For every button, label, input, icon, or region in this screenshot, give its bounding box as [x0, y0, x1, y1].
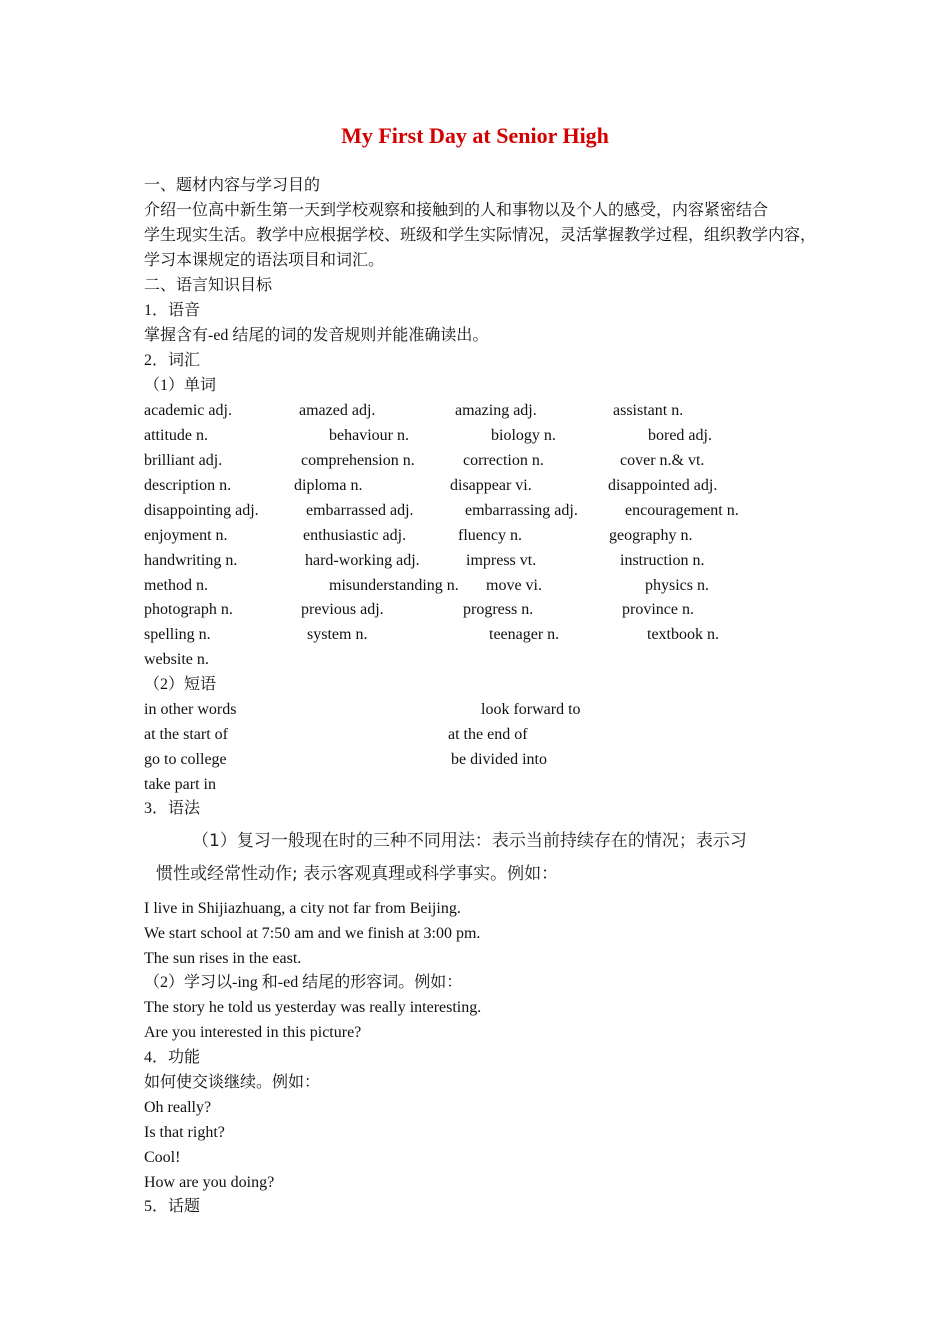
vocab-word: impress vt.: [466, 552, 537, 569]
phrase-item: be divided into: [451, 751, 547, 768]
phrase-item: look forward to: [481, 701, 581, 718]
vocab-word: embarrassed adj.: [306, 502, 414, 519]
vocab-word: encouragement n.: [625, 502, 739, 519]
vocab-word: disappointed adj.: [608, 477, 718, 494]
vocab-word: method n.: [144, 577, 208, 594]
example-sentence: The sun rises in the east.: [144, 950, 302, 967]
vocab-word: instruction n.: [620, 552, 705, 569]
vocab-word: diploma n.: [294, 477, 363, 494]
vocab-word: fluency n.: [458, 527, 522, 544]
vocab-word: brilliant adj.: [144, 452, 223, 469]
vocab-word: website n.: [144, 651, 209, 668]
vocab-word: description n.: [144, 477, 232, 494]
document-title: My First Day at Senior High: [341, 123, 609, 148]
section-heading-topic: 一、题材内容与学习目的: [144, 177, 321, 194]
pronunciation-text: 掌握含有-ed 结尾的词的发音规则并能准确读出。: [144, 327, 489, 344]
intro-paragraph-line: 学生现实生活。教学中应根据学校、班级和学生实际情况，灵活掌握教学过程，组织教学内容，: [144, 227, 817, 244]
subheading-words: （1）单词: [144, 377, 217, 394]
subheading-phrases: （2）短语: [144, 676, 217, 693]
vocab-word: biology n.: [491, 427, 556, 444]
vocab-word: physics n.: [645, 577, 709, 594]
vocab-word: province n.: [622, 601, 694, 618]
vocab-word: attitude n.: [144, 427, 208, 444]
vocab-word: misunderstanding n.: [329, 577, 459, 594]
vocab-word: previous adj.: [301, 601, 384, 618]
phrase-item: at the start of: [144, 726, 228, 743]
vocab-word: enthusiastic adj.: [303, 527, 407, 544]
function-text: 如何使交谈继续。例如：: [144, 1074, 321, 1091]
subheading-grammar: 3．语法: [144, 800, 201, 817]
vocab-word: amazing adj.: [455, 402, 537, 419]
subheading-vocabulary: 2．词汇: [144, 352, 201, 369]
example-sentence: We start school at 7:50 am and we finish at 3:00 pm.: [144, 925, 481, 942]
vocab-word: hard-working adj.: [305, 552, 420, 569]
vocab-word: move vi.: [486, 577, 542, 594]
vocab-word: disappointing adj.: [144, 502, 259, 519]
vocab-word: teenager n.: [489, 626, 560, 643]
function-example: Cool!: [144, 1149, 181, 1166]
vocab-word: comprehension n.: [301, 452, 415, 469]
intro-paragraph-line: 介绍一位高中新生第一天到学校观察和接触到的人和事物以及个人的感受，内容紧密结合: [144, 202, 769, 219]
example-sentence: The story he told us yesterday was really interesting.: [144, 999, 482, 1016]
vocab-word: spelling n.: [144, 626, 211, 643]
vocab-word: academic adj.: [144, 402, 232, 419]
vocab-word: amazed adj.: [299, 402, 376, 419]
vocab-word: photograph n.: [144, 601, 233, 618]
vocab-word: embarrassing adj.: [465, 502, 578, 519]
subheading-pronunciation: 1．语音: [144, 302, 201, 319]
vocab-word: handwriting n.: [144, 552, 238, 569]
grammar-image-line: （1）复习一般现在时的三种不同用法：表示当前持续存在的情况；表示习: [192, 831, 747, 851]
function-example: Is that right?: [144, 1124, 225, 1141]
vocab-word: system n.: [307, 626, 368, 643]
vocab-word: enjoyment n.: [144, 527, 228, 544]
function-example: Oh really?: [144, 1099, 212, 1116]
example-sentence: Are you interested in this picture?: [144, 1024, 362, 1041]
phrase-item: in other words: [144, 701, 237, 718]
vocab-word: correction n.: [463, 452, 544, 469]
phrase-item: take part in: [144, 776, 216, 793]
vocab-word: assistant n.: [613, 402, 684, 419]
subheading-function: 4．功能: [144, 1049, 201, 1066]
phrase-item: go to college: [144, 751, 227, 768]
vocab-word: behaviour n.: [329, 427, 409, 444]
vocab-word: textbook n.: [647, 626, 719, 643]
section-heading-knowledge: 二、语言知识目标: [144, 277, 273, 294]
vocab-word: bored adj.: [648, 427, 712, 444]
vocab-word: cover n.& vt.: [620, 452, 705, 469]
vocab-word: disappear vi.: [450, 477, 532, 494]
vocab-word: geography n.: [609, 527, 693, 544]
vocab-word: progress n.: [463, 601, 534, 618]
subheading-topic: 5．话题: [144, 1198, 201, 1215]
phrase-item: at the end of: [448, 726, 528, 743]
function-example: How are you doing?: [144, 1174, 275, 1191]
grammar-image-line: 惯性或经常性动作; 表示客观真理或科学事实。例如：: [156, 864, 559, 884]
example-sentence: I live in Shijiazhuang, a city not far from Beijing.: [144, 900, 461, 917]
grammar-point: （2）学习以-ing 和-ed 结尾的形容词。例如：: [144, 974, 463, 991]
intro-paragraph-line: 学习本课规定的语法项目和词汇。: [144, 252, 385, 269]
